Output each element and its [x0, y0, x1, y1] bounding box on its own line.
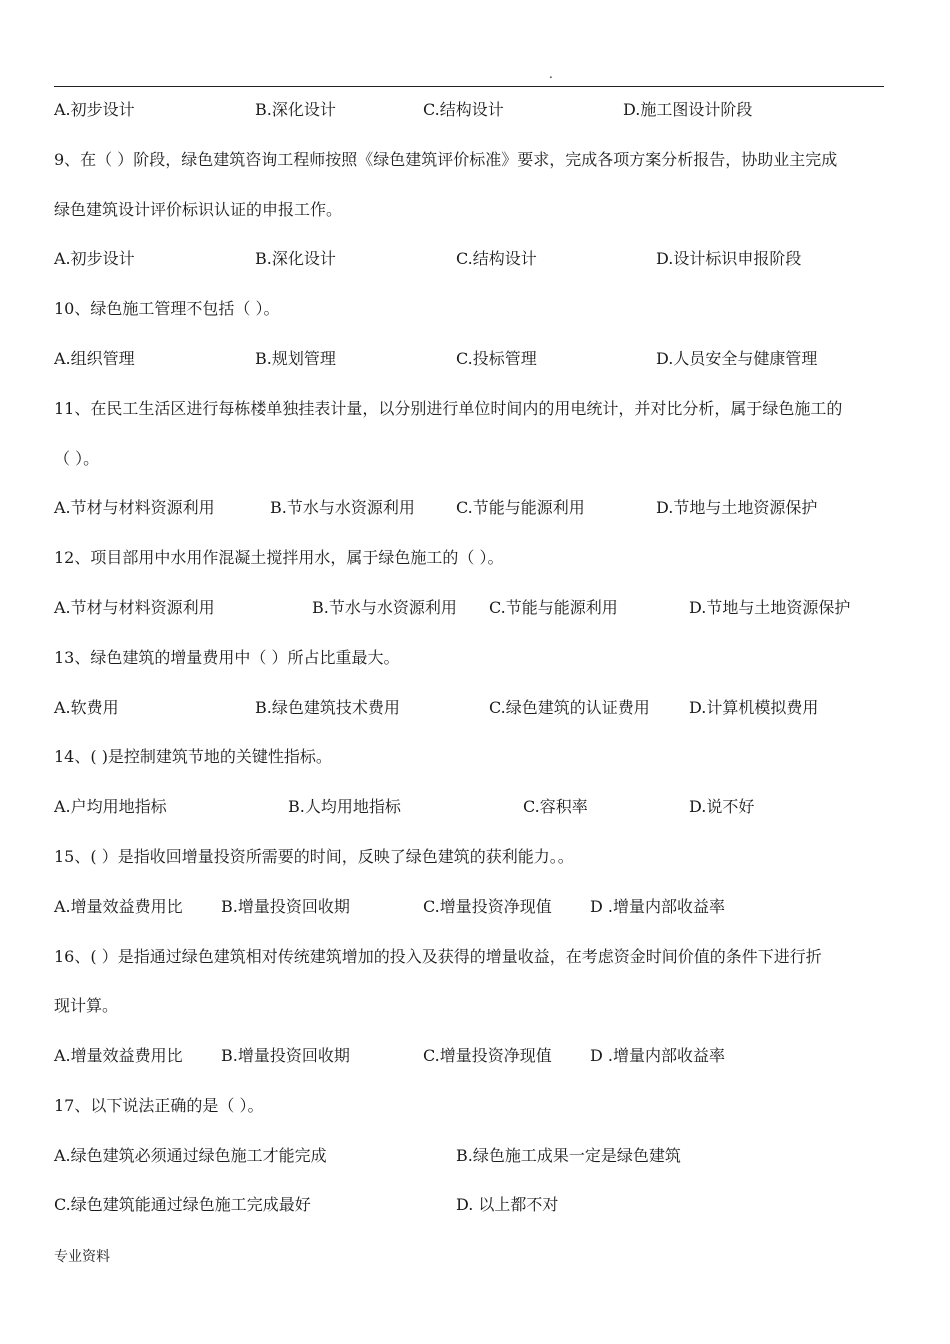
- question-12: 12、项目部用中水用作混凝土搅拌用水，属于绿色施工的（ ）。: [54, 548, 504, 567]
- option-c: C.节能与能源利用: [456, 498, 585, 517]
- header-rule: [54, 86, 884, 87]
- option-b: B.节水与水资源利用: [270, 498, 415, 517]
- option-d: D .增量内部收益率: [590, 897, 726, 916]
- option-a: A.初步设计: [54, 249, 135, 268]
- option-a: A.节材与材料资源利用: [54, 498, 215, 517]
- question-10: 10、绿色施工管理不包括（ ）。: [54, 299, 280, 318]
- option-a: A.绿色建筑必须通过绿色施工才能完成: [54, 1146, 327, 1165]
- option-d: D.计算机模拟费用: [689, 698, 819, 717]
- option-b: B.绿色施工成果一定是绿色建筑: [456, 1146, 681, 1165]
- option-c: C.绿色建筑的认证费用: [489, 698, 650, 717]
- option-b: B.规划管理: [255, 349, 336, 368]
- option-a: A.增量效益费用比: [54, 897, 183, 916]
- question-14: 14、( )是控制建筑节地的关键性指标。: [54, 747, 332, 766]
- option-d: D. 以上都不对: [456, 1195, 559, 1214]
- question-9: 9、在（ ）阶段，绿色建筑咨询工程师按照《绿色建筑评价标准》要求，完成各项方案分析报告，协助业主完成: [54, 150, 838, 169]
- option-a: A.初步设计: [54, 100, 135, 119]
- question-9-cont: 绿色建筑设计评价标识认证的申报工作。: [54, 200, 343, 219]
- option-c: C.投标管理: [456, 349, 537, 368]
- option-c: C.结构设计: [423, 100, 504, 119]
- option-d: D.施工图设计阶段: [623, 100, 753, 119]
- option-a: A.户均用地指标: [54, 797, 167, 816]
- question-15: 15、( ）是指收回增量投资所需要的时间，反映了绿色建筑的获利能力。。: [54, 847, 574, 866]
- question-16-cont: 现计算。: [54, 996, 119, 1015]
- question-13: 13、绿色建筑的增量费用中（ ）所占比重最大。: [54, 648, 400, 667]
- question-11-cont: （ ）。: [54, 449, 100, 468]
- question-16: 16、( ）是指通过绿色建筑相对传统建筑增加的投入及获得的增量收益，在考虑资金时间价值的条件下进行折: [54, 947, 822, 966]
- option-b: B.节水与水资源利用: [312, 598, 457, 617]
- option-a: A.软费用: [54, 698, 119, 717]
- option-a: A.组织管理: [54, 349, 135, 368]
- footer-label: 专业资料: [54, 1249, 110, 1265]
- option-c: C.容积率: [523, 797, 588, 816]
- option-c: C.结构设计: [456, 249, 537, 268]
- question-17: 17、以下说法正确的是（ ）。: [54, 1096, 264, 1115]
- option-b: B.增量投资回收期: [221, 897, 350, 916]
- option-d: D.节地与土地资源保护: [689, 598, 851, 617]
- option-b: B.深化设计: [255, 249, 336, 268]
- option-d: D.节地与土地资源保护: [656, 498, 818, 517]
- option-c: C.增量投资净现值: [423, 1046, 552, 1065]
- option-c: C.增量投资净现值: [423, 897, 552, 916]
- option-d: D.人员安全与健康管理: [656, 349, 818, 368]
- option-d: D.设计标识申报阶段: [656, 249, 802, 268]
- option-b: B.绿色建筑技术费用: [255, 698, 400, 717]
- option-d: D .增量内部收益率: [590, 1046, 726, 1065]
- option-b: B.增量投资回收期: [221, 1046, 350, 1065]
- option-c: C.节能与能源利用: [489, 598, 618, 617]
- option-b: B.人均用地指标: [288, 797, 401, 816]
- question-11: 11、在民工生活区进行每栋楼单独挂表计量，以分别进行单位时间内的用电统计，并对比分析，属于绿色施工的: [54, 399, 843, 418]
- option-a: A.增量效益费用比: [54, 1046, 183, 1065]
- option-a: A.节材与材料资源利用: [54, 598, 215, 617]
- header-dot: .: [549, 67, 553, 81]
- option-c: C.绿色建筑能通过绿色施工完成最好: [54, 1195, 311, 1214]
- option-d: D.说不好: [689, 797, 755, 816]
- option-b: B.深化设计: [255, 100, 336, 119]
